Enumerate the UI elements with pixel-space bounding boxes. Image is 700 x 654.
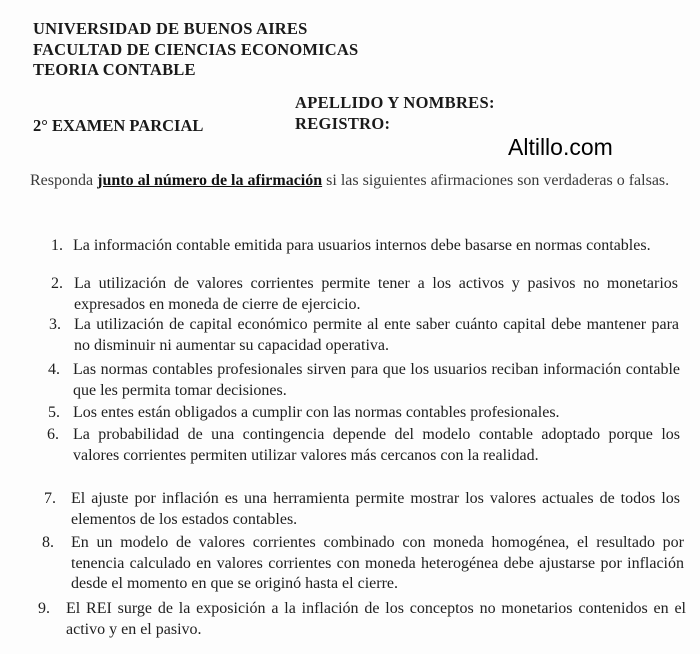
statement-number: 9.: [38, 600, 50, 617]
statement-item: [51, 236, 676, 257]
statement-number: 1.: [51, 237, 63, 254]
registro-label: REGISTRO:: [295, 114, 391, 133]
statement-number: 7.: [44, 490, 56, 507]
university-name: UNIVERSIDAD DE BUENOS AIRES: [33, 19, 308, 38]
statement-item: [44, 489, 680, 530]
university-header: [33, 19, 358, 81]
statement-item: [42, 533, 684, 595]
statement-number: 3.: [49, 316, 61, 333]
statement-text: Las normas contables profesionales sirven para que los usuarios reciban información contable que les permita tomar decisiones.: [73, 361, 680, 399]
statement-item: [49, 315, 679, 356]
statement-text: La utilización de valores corrientes permite tener a los activos y pasivos no monetarios expresados en moneda de cierre de ejercicio.: [74, 275, 678, 313]
exam-title: 2° EXAMEN PARCIAL: [33, 116, 204, 135]
statement-number: 4.: [48, 361, 60, 378]
statement-number: 8.: [42, 534, 54, 551]
statement-item: [48, 403, 678, 424]
instructions-highlight: junto al número de la afirmación: [97, 172, 323, 189]
watermark-text: Altillo.com: [508, 134, 613, 160]
statement-text: El REI surge de la exposición a la inflación de los conceptos no monetarios contenidos en el activo y en el pasivo.: [66, 600, 686, 638]
statement-text: La probabilidad de una contingencia depende del modelo contable adoptado porque los valores corrientes permiten utilizar valores más cercanos con la realidad.: [73, 426, 680, 464]
statement-text: La información contable emitida para usuarios internos debe basarse en normas contables.: [73, 237, 651, 254]
statement-item: [51, 274, 678, 315]
course-name: TEORIA CONTABLE: [33, 60, 196, 79]
statement-item: [48, 360, 680, 401]
statement-text: La utilización de capital económico permite al ente saber cuánto capital debe mantener para no disminuir ni aumentar su capacidad operativa.: [74, 316, 679, 354]
statement-number: 2.: [51, 275, 63, 292]
instructions-suffix: si las siguientes afirmaciones son verdaderas o falsas.: [322, 172, 670, 189]
statement-number: 5.: [48, 404, 60, 421]
statement-item: [38, 599, 686, 640]
faculty-name: FACULTAD DE CIENCIAS ECONOMICAS: [33, 39, 359, 59]
name-label: APELLIDO Y NOMBRES:: [295, 93, 495, 112]
statement-text: En un modelo de valores corrientes combinado con moneda homogénea, el resultado por tenencia calculado en valores corrientes con moneda heterogénea debe ajustarse por inflación desde el momento en que se originó hasta el cierre.: [71, 534, 684, 592]
statement-number: 6.: [47, 426, 59, 443]
instructions: [30, 170, 670, 191]
statement-text: Los entes están obligados a cumplir con las normas contables profesionales.: [73, 404, 560, 421]
statement-item: [47, 425, 680, 466]
student-info: [295, 92, 495, 134]
statement-text: El ajuste por inflación es una herramienta permite mostrar los valores actuales de todos los elementos de los estados contables.: [71, 490, 680, 528]
instructions-prefix: Responda: [30, 172, 98, 189]
